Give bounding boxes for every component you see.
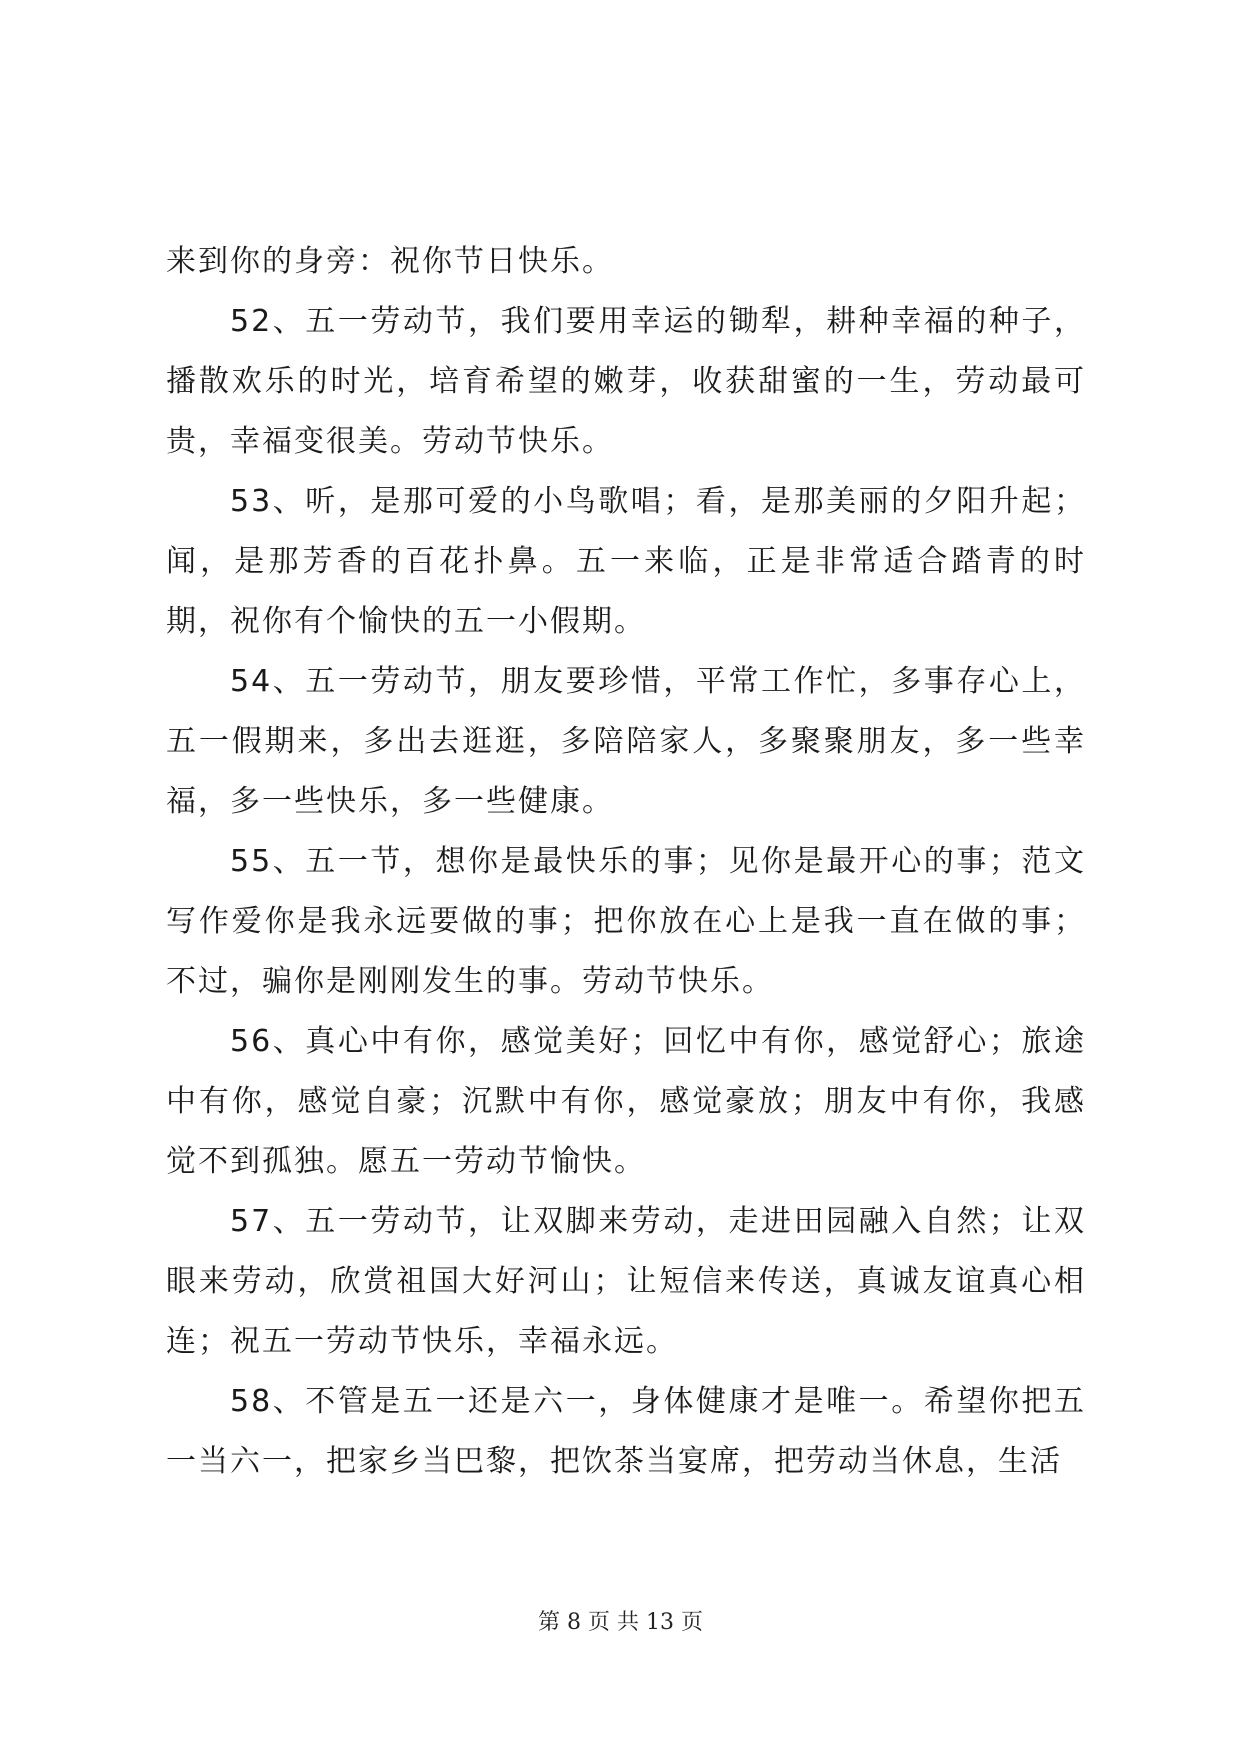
page-footer: 第 8 页 共 13 页 — [538, 1610, 703, 1635]
paragraph-52: 52、五一劳动节，我们要用幸运的锄犁，耕种幸福的种子，播散欢乐的时光，培育希望的嫩芽，收获甜蜜的一生，劳动最可贵，幸福变很美。劳动节快乐。 — [166, 304, 1086, 459]
document-body — [166, 232, 1086, 1492]
paragraph-58: 58、不管是五一还是六一，身体健康才是唯一。希望你把五一当六一，把家乡当巴黎，把饮茶当宴席，把劳动当休息，生活 — [166, 1384, 1086, 1479]
paragraph-55: 55、五一节，想你是最快乐的事；见你是最开心的事；范文写作爱你是我永远要做的事；把你放在心上是我一直在做的事；不过，骗你是刚刚发生的事。劳动节快乐。 — [166, 844, 1086, 999]
paragraph-56: 56、真心中有你，感觉美好；回忆中有你，感觉舒心；旅途中有你，感觉自豪；沉默中有你，感觉豪放；朋友中有你，我感觉不到孤独。愿五一劳动节愉快。 — [166, 1024, 1086, 1179]
paragraph-53: 53、听，是那可爱的小鸟歌唱；看，是那美丽的夕阳升起；闻，是那芳香的百花扑鼻。五一来临，正是非常适合踏青的时期，祝你有个愉快的五一小假期。 — [166, 484, 1086, 639]
paragraph-57: 57、五一劳动节，让双脚来劳动，走进田园融入自然；让双眼来劳动，欣赏祖国大好河山；让短信来传送，真诚友谊真心相连；祝五一劳动节快乐，幸福永远。 — [166, 1204, 1086, 1359]
paragraph-54: 54、五一劳动节，朋友要珍惜，平常工作忙，多事存心上，五一假期来，多出去逛逛，多陪陪家人，多聚聚朋友，多一些幸福，多一些快乐，多一些健康。 — [166, 664, 1086, 819]
paragraph-continuation: 来到你的身旁：祝你节日快乐。 — [166, 244, 614, 279]
